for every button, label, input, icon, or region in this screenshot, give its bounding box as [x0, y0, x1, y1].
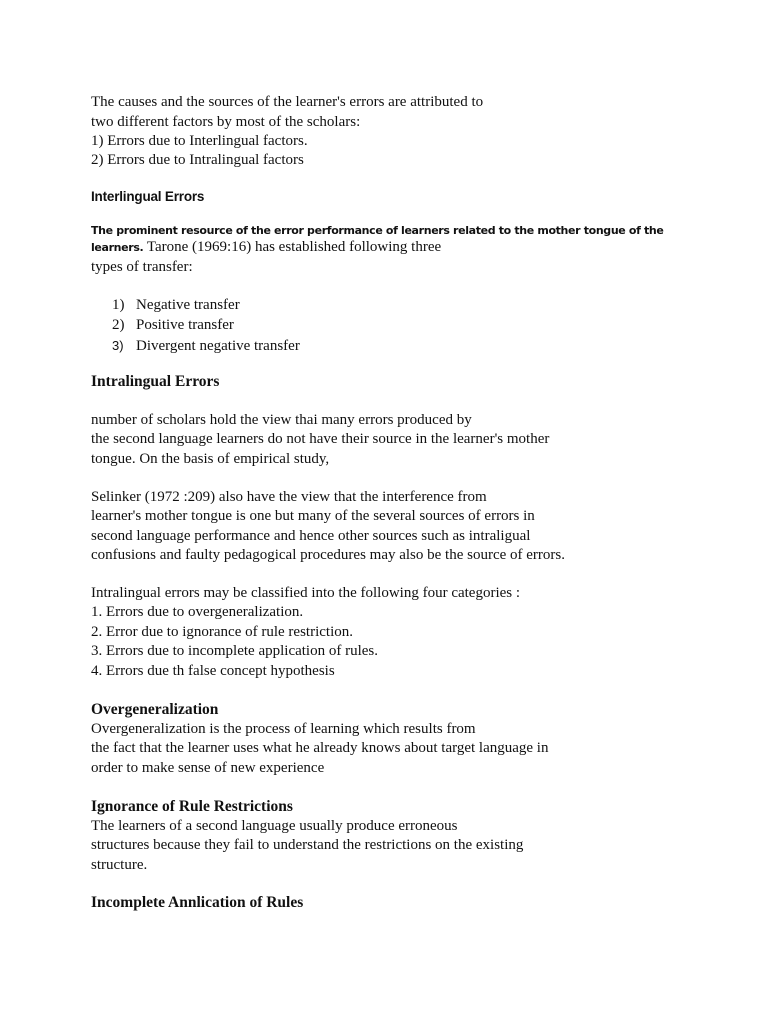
list-text: Positive transfer [136, 317, 234, 333]
ignorance-heading: Ignorance of Rule Restrictions [91, 798, 293, 815]
interlingual-bold-line: The prominent resource of the error performance of learners related to the mother tongue of the [91, 224, 664, 237]
list-text: Divergent negative transfer [136, 338, 300, 354]
list-text: Negative transfer [136, 297, 240, 313]
paragraph-line: order to make sense of new experience [91, 760, 325, 776]
paragraph-line: confusions and faulty pedagogical procedures may also be the source of errors. [91, 547, 566, 563]
category-item: 3. Errors due to incomplete application of rules. [91, 643, 378, 659]
incomplete-heading: Incomplete Annlication of Rules [91, 894, 304, 911]
list-number: 1) [112, 297, 125, 313]
list-item [91, 316, 234, 335]
list-item [91, 296, 240, 315]
list-number: 3) [112, 338, 124, 353]
paragraph-line: number of scholars hold the view thai many errors produced by [91, 412, 472, 428]
overgeneralization-heading: Overgeneralization [91, 701, 219, 718]
category-item: 4. Errors due th false concept hypothesis [91, 663, 335, 679]
list-number: 2) [112, 317, 125, 333]
paragraph-line: Intralingual errors may be classified into the following four categories : [91, 585, 521, 601]
intro-line: 2) Errors due to Intralingual factors [91, 152, 304, 168]
category-item: 2. Error due to ignorance of rule restriction. [91, 624, 353, 640]
intro-line: two different factors by most of the scholars: [91, 114, 361, 130]
paragraph-line: Overgeneralization is the process of learning which results from [91, 721, 476, 737]
paragraph-line: second language performance and hence other sources such as intraligual [91, 528, 531, 544]
intro-line: The causes and the sources of the learner's errors are attributed to [91, 94, 484, 110]
paragraph-line: structures because they fail to understand the restrictions on the existing [91, 837, 524, 853]
paragraph-line: tongue. On the basis of empirical study, [91, 451, 330, 467]
paragraph-line: learner's mother tongue is one but many of the several sources of errors in [91, 508, 535, 524]
interlingual-line [91, 238, 441, 257]
paragraph-line: The learners of a second language usually produce erroneous [91, 818, 458, 834]
interlingual-heading: Interlingual Errors [91, 189, 205, 204]
interlingual-line: types of transfer: [91, 259, 193, 275]
list-item [91, 336, 300, 356]
interlingual-bold-prefix: learners. [91, 241, 144, 254]
paragraph-line: the second language learners do not have their source in the learner's mother [91, 431, 550, 447]
intralingual-heading: Intralingual Errors [91, 373, 220, 390]
paragraph-line: Selinker (1972 :209) also have the view that the interference from [91, 489, 487, 505]
paragraph-line: the fact that the learner uses what he already knows about target language in [91, 740, 549, 756]
intro-line: 1) Errors due to Interlingual factors. [91, 133, 308, 149]
interlingual-line-rest: Tarone (1969:16) has established following three [143, 239, 442, 255]
paragraph-line: structure. [91, 857, 148, 873]
category-item: 1. Errors due to overgeneralization. [91, 604, 304, 620]
